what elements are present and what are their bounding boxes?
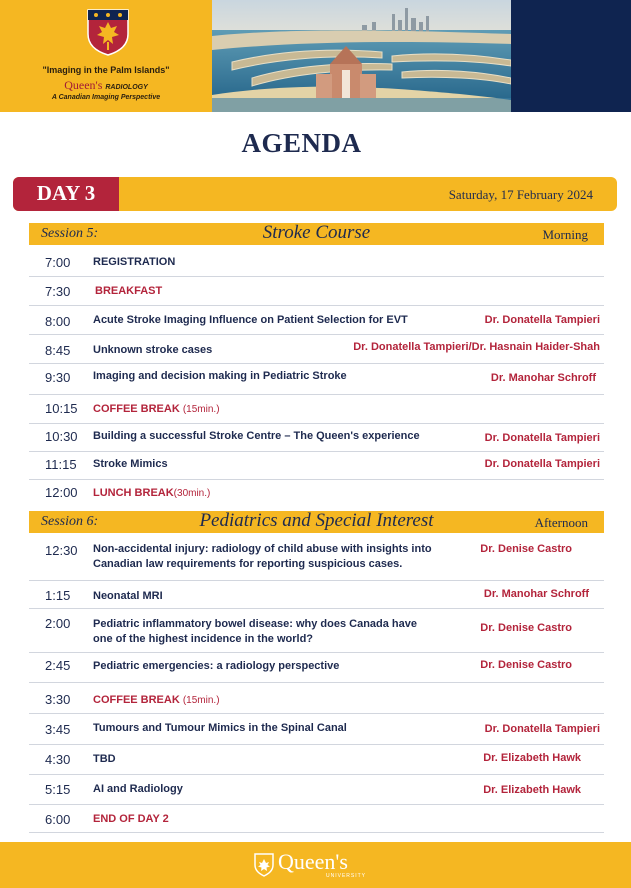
row-time: 5:15 — [45, 782, 71, 797]
session-title: Pediatrics and Special Interest — [199, 510, 434, 531]
session-number: Session 5: — [41, 226, 99, 241]
row-speaker: Dr. Donatella Tampieri/Dr. Hasnain Haider-Shah — [353, 341, 600, 353]
row-time: 3:45 — [45, 722, 71, 737]
row-speaker: Dr. Denise Castro — [480, 659, 572, 671]
row-topic — [93, 693, 220, 708]
queens-radiology-logo — [0, 78, 212, 93]
agenda-row — [29, 609, 604, 653]
break-label: LUNCH BREAK — [93, 487, 174, 499]
topic-line: Non-accidental injury: radiology of child abuse with insights into — [93, 543, 432, 555]
agenda-row — [29, 745, 604, 775]
row-speaker: Dr. Donatella Tampieri — [484, 314, 600, 326]
agenda-row — [29, 364, 604, 395]
break-duration: (15min.) — [182, 695, 220, 706]
brand-sub: RADIOLOGY — [105, 84, 148, 91]
row-time: 8:45 — [45, 343, 71, 358]
navy-panel — [511, 0, 631, 112]
day-label: DAY 3 — [36, 181, 96, 205]
footer-university-label: UNIVERSITY — [326, 873, 367, 879]
row-topic: Stroke Mimics — [93, 458, 168, 470]
agenda-row — [29, 306, 604, 335]
row-time: 8:00 — [45, 314, 71, 329]
session-5-bar — [29, 223, 604, 245]
agenda-row — [29, 248, 604, 277]
agenda-row — [29, 536, 604, 581]
agenda-row — [29, 480, 604, 507]
row-speaker: Dr. Donatella Tampieri — [484, 458, 600, 470]
row-speaker: Dr. Elizabeth Hawk — [483, 752, 581, 764]
row-speaker: Dr. Manohar Schroff — [490, 372, 596, 384]
footer-university-name: Queen's — [278, 849, 348, 874]
row-topic: END OF DAY 2 — [93, 813, 169, 825]
row-topic: Acute Stroke Imaging Influence on Patient Selection for EVT — [93, 314, 408, 326]
row-speaker: Dr. Manohar Schroff — [483, 588, 589, 600]
session-6-bar — [29, 511, 604, 533]
row-topic: Pediatric emergencies: a radiology perspective — [93, 660, 340, 672]
session-time-of-day: Afternoon — [534, 515, 588, 530]
agenda-row — [29, 277, 604, 306]
row-speaker: Dr. Denise Castro — [480, 622, 572, 634]
row-speaker: Dr. Elizabeth Hawk — [483, 784, 581, 796]
row-topic: REGISTRATION — [93, 256, 176, 268]
row-time: 10:30 — [45, 429, 78, 444]
row-speaker: Dr. Donatella Tampieri — [484, 432, 600, 444]
row-topic: AI and Radiology — [93, 783, 183, 795]
row-topic — [93, 402, 220, 417]
agenda-row — [29, 683, 604, 714]
break-label: COFFEE BREAK — [93, 403, 180, 415]
session-number: Session 6: — [41, 514, 99, 529]
agenda-row — [29, 805, 604, 833]
queens-footer-crest-icon — [254, 853, 274, 877]
topic-line: Canadian law requirements for reporting suspicious cases. — [93, 558, 403, 570]
conference-tagline: "Imaging in the Palm Islands" — [42, 65, 170, 75]
row-time: 2:45 — [45, 658, 71, 673]
agenda-row — [29, 395, 604, 424]
row-topic — [93, 542, 432, 572]
palm-islands-photo — [212, 0, 511, 112]
break-duration: (15min.) — [182, 404, 220, 415]
perspective-tagline: A Canadian Imaging Perspective — [51, 94, 161, 101]
agenda-row — [29, 653, 604, 683]
topic-line: Pediatric inflammatory bowel disease: why does Canada have — [93, 618, 418, 630]
row-topic: Unknown stroke cases — [93, 344, 213, 356]
row-time: 12:00 — [45, 485, 78, 500]
break-label: COFFEE BREAK — [93, 694, 180, 706]
row-time: 12:30 — [45, 543, 78, 558]
row-time: 1:15 — [45, 588, 71, 603]
row-time: 11:15 — [45, 457, 77, 472]
row-topic: Tumours and Tumour Mimics in the Spinal Canal — [93, 722, 347, 734]
agenda-row — [29, 581, 604, 609]
row-topic — [93, 486, 210, 501]
row-topic: Imaging and decision making in Pediatric Stroke — [93, 370, 347, 382]
brand-name: Queen's — [64, 78, 103, 92]
agenda-row — [29, 775, 604, 805]
row-speaker: Dr. Donatella Tampieri — [484, 723, 600, 735]
row-time: 7:30 — [45, 284, 71, 299]
agenda-row — [29, 714, 604, 745]
row-time: 7:00 — [45, 255, 71, 270]
session-title: Stroke Course — [262, 222, 371, 243]
row-time: 2:00 — [45, 616, 71, 631]
row-time: 6:00 — [45, 812, 71, 827]
agenda-row — [29, 452, 604, 480]
row-topic: Building a successful Stroke Centre – The Queen's experience — [93, 430, 420, 442]
row-topic: BREAKFAST — [95, 285, 163, 297]
page-title: AGENDA — [241, 128, 362, 158]
day-date: Saturday, 17 February 2024 — [448, 187, 593, 202]
row-topic: TBD — [93, 753, 116, 765]
row-speaker: Dr. Denise Castro — [480, 543, 572, 555]
queens-crest-icon — [86, 8, 130, 56]
row-topic: Neonatal MRI — [93, 590, 163, 602]
row-time: 10:15 — [45, 401, 78, 416]
row-time: 3:30 — [45, 692, 71, 707]
agenda-row — [29, 424, 604, 452]
row-time: 9:30 — [45, 370, 71, 385]
session-time-of-day: Morning — [542, 227, 588, 242]
topic-line: one of the highest incidence in the world? — [93, 633, 314, 645]
agenda-row — [29, 335, 604, 364]
row-topic — [93, 617, 417, 647]
header-banner — [0, 0, 631, 112]
break-duration: (30min.) — [173, 488, 211, 499]
row-time: 4:30 — [45, 752, 71, 767]
